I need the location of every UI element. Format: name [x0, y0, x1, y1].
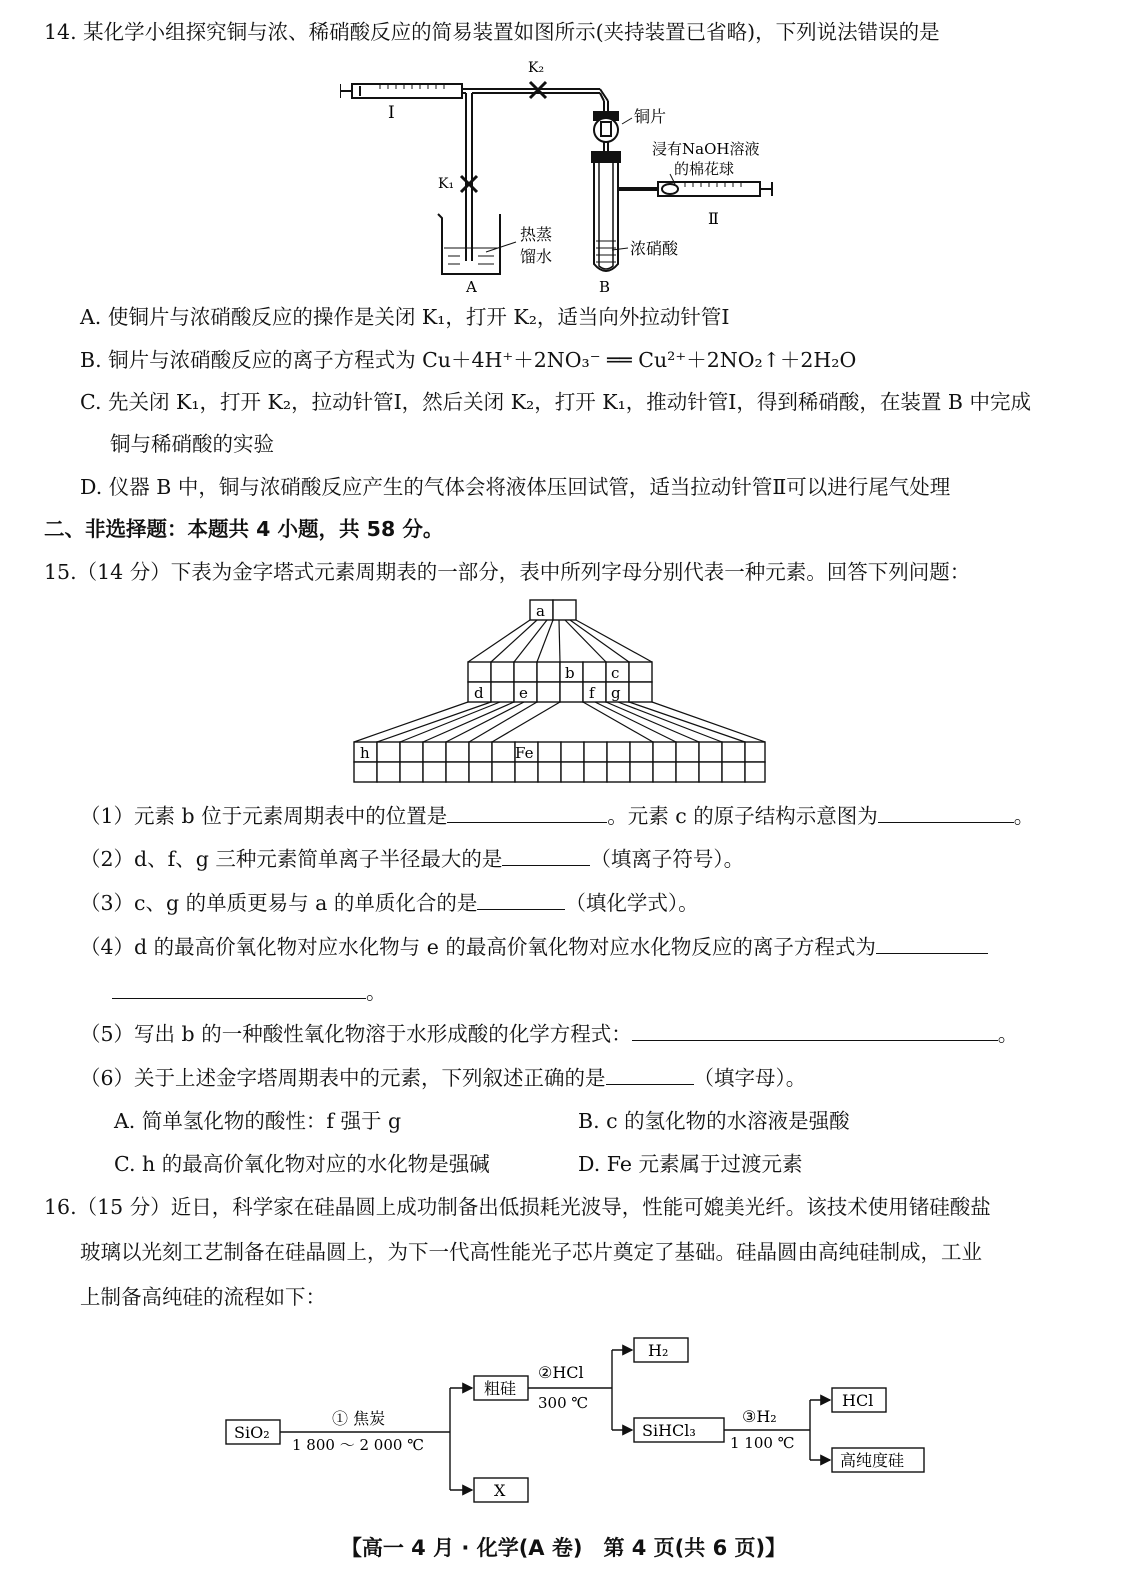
q15-part5-text-a: （5）写出 b 的一种酸性氧化物溶于水形成酸的化学方程式：: [80, 1022, 632, 1046]
answer-blank-6[interactable]: [606, 1064, 694, 1085]
answer-blank-5[interactable]: [632, 1020, 998, 1041]
answer-blank-3[interactable]: [477, 889, 565, 910]
q15-part4: [80, 933, 988, 961]
flow-sio2: SiO₂: [234, 1423, 270, 1442]
flow-cond3: 1 100 ℃: [730, 1434, 795, 1452]
answer-blank-1a[interactable]: [447, 802, 607, 823]
q15-part1-text-b: 。元素 c 的原子结构示意图为: [607, 804, 878, 828]
flow-sihcl3: SiHCl₃: [642, 1421, 696, 1440]
flow-x: X: [494, 1481, 506, 1500]
element-g: g: [611, 684, 621, 702]
page-footer: 【高一 4 月 · 化学(A 卷) 第 4 页(共 6 页)】: [340, 1536, 787, 1560]
q15-stem: 15.（14 分）下表为金字塔式元素周期表的一部分，表中所列字母分别代表一种元素。回答下列问题：: [44, 560, 971, 584]
q14-apparatus-figure: [340, 56, 800, 296]
label-B: B: [599, 278, 611, 296]
q14-option-c-line2: 铜与稀硝酸的实验: [110, 432, 274, 456]
element-d: d: [474, 684, 484, 702]
q14-stem: 14. 某化学小组探究铜与浓、稀硝酸反应的简易装置如图所示(夹持装置已省略)，下列说法错误的是: [44, 20, 940, 44]
element-a: a: [536, 602, 545, 620]
flow-h2: H₂: [648, 1341, 669, 1360]
flow-crude-si: 粗硅: [484, 1379, 517, 1398]
q16-line3: 上制备高纯硅的流程如下：: [80, 1285, 326, 1309]
label-cotton-2: 的棉花球: [674, 160, 735, 178]
label-K1: K₁: [438, 176, 455, 192]
element-b: b: [565, 664, 575, 682]
answer-blank-1b[interactable]: [878, 802, 1014, 823]
element-h: h: [360, 744, 370, 762]
q16-line2: 玻璃以光刻工艺制备在硅晶圆上，为下一代高性能光子芯片奠定了基础。硅晶圆由高纯硅制成，工业: [80, 1240, 982, 1264]
flow-pure-si: 高纯度硅: [840, 1451, 905, 1470]
flow-step3: ③H₂: [742, 1407, 777, 1426]
label-hot-water-1: 热蒸: [520, 225, 553, 244]
flow-step1: ① 焦炭: [332, 1409, 386, 1428]
q16-line1: 16.（15 分）近日，科学家在硅晶圆上成功制备出低损耗光波导，性能可媲美光纤。该技术使用锗硅酸盐: [44, 1195, 991, 1219]
label-A: A: [466, 278, 477, 296]
label-cotton-1: 浸有NaOH溶液: [652, 140, 760, 158]
element-c: c: [611, 664, 620, 682]
q15-part5-text-b: 。: [997, 1022, 1019, 1046]
answer-blank-2[interactable]: [502, 845, 590, 866]
q15-part6-text-a: （6）关于上述金字塔周期表中的元素，下列叙述正确的是: [80, 1066, 606, 1090]
label-K2: K₂: [528, 60, 545, 76]
q15-part2-text-b: （填离子符号）。: [590, 847, 745, 871]
q15-part3-text-a: （3）c、g 的单质更易与 a 的单质化合的是: [80, 891, 478, 915]
q15-option-a: A. 简单氢化物的酸性：f 强于 g: [114, 1109, 402, 1133]
q15-part3: [80, 889, 699, 917]
q15-part4-cont: [112, 978, 387, 1006]
q15-part1: [80, 802, 1034, 830]
q15-option-b: B. c 的氢化物的水溶液是强酸: [578, 1109, 850, 1133]
flow-cond1: 1 800 ～ 2 000 ℃: [292, 1436, 424, 1454]
pyramid-periodic-table: [350, 596, 770, 788]
silicon-process-flowchart: [220, 1332, 940, 1512]
section-2-heading: 二、非选择题：本题共 4 小题，共 58 分。: [44, 517, 444, 541]
q15-part6-text-b: （填字母）。: [693, 1066, 807, 1090]
q15-part6: [80, 1064, 806, 1092]
q15-part1-text-a: （1）元素 b 位于元素周期表中的位置是: [80, 804, 448, 828]
answer-blank-4b[interactable]: [112, 978, 366, 999]
element-fe: Fe: [515, 744, 534, 762]
label-syringe-I: Ⅰ: [388, 103, 395, 123]
label-hot-water-2: 馏水: [520, 247, 553, 266]
q15-part2: [80, 845, 744, 873]
q15-part5: [80, 1020, 1018, 1048]
q15-part2-text-a: （2）d、f、g 三种元素简单离子半径最大的是: [80, 847, 503, 871]
q15-part4-text-b: 。: [366, 980, 387, 1004]
q14-option-a: A. 使铜片与浓硝酸反应的操作是关闭 K₁，打开 K₂，适当向外拉动针管Ⅰ: [80, 305, 730, 329]
answer-blank-4a[interactable]: [876, 933, 988, 954]
q15-part1-text-c: 。: [1013, 804, 1035, 828]
q15-option-c: C. h 的最高价氧化物对应的水化物是强碱: [114, 1152, 490, 1176]
q14-option-b: B. 铜片与浓硝酸反应的离子方程式为 Cu＋4H⁺＋2NO₃⁻ ══ Cu²⁺＋2NO₂↑＋2H₂O: [80, 348, 857, 372]
flow-step2: ②HCl: [538, 1363, 584, 1382]
flow-hcl: HCl: [842, 1391, 874, 1410]
flow-cond2: 300 ℃: [538, 1394, 589, 1412]
q15-part4-text-a: （4）d 的最高价氧化物对应水化物与 e 的最高价氧化物对应水化物反应的离子方程式为: [80, 935, 876, 959]
label-conc-nitric: 浓硝酸: [630, 239, 679, 258]
element-e: e: [519, 684, 528, 702]
q15-option-d: D. Fe 元素属于过渡元素: [578, 1152, 803, 1176]
q15-part3-text-b: （填化学式）。: [565, 891, 699, 915]
element-f: f: [589, 684, 595, 702]
label-copper: 铜片: [634, 107, 667, 126]
q14-option-c-line1: C. 先关闭 K₁，打开 K₂，拉动针管Ⅰ，然后关闭 K₂，打开 K₁，推动针管Ⅰ，得到稀硝酸，在装置 B 中完成: [80, 390, 1031, 414]
label-syringe-II: Ⅱ: [708, 209, 719, 228]
q14-option-d: D. 仪器 B 中，铜与浓硝酸反应产生的气体会将液体压回试管，适当拉动针管Ⅱ可以进行尾气处理: [80, 475, 951, 499]
